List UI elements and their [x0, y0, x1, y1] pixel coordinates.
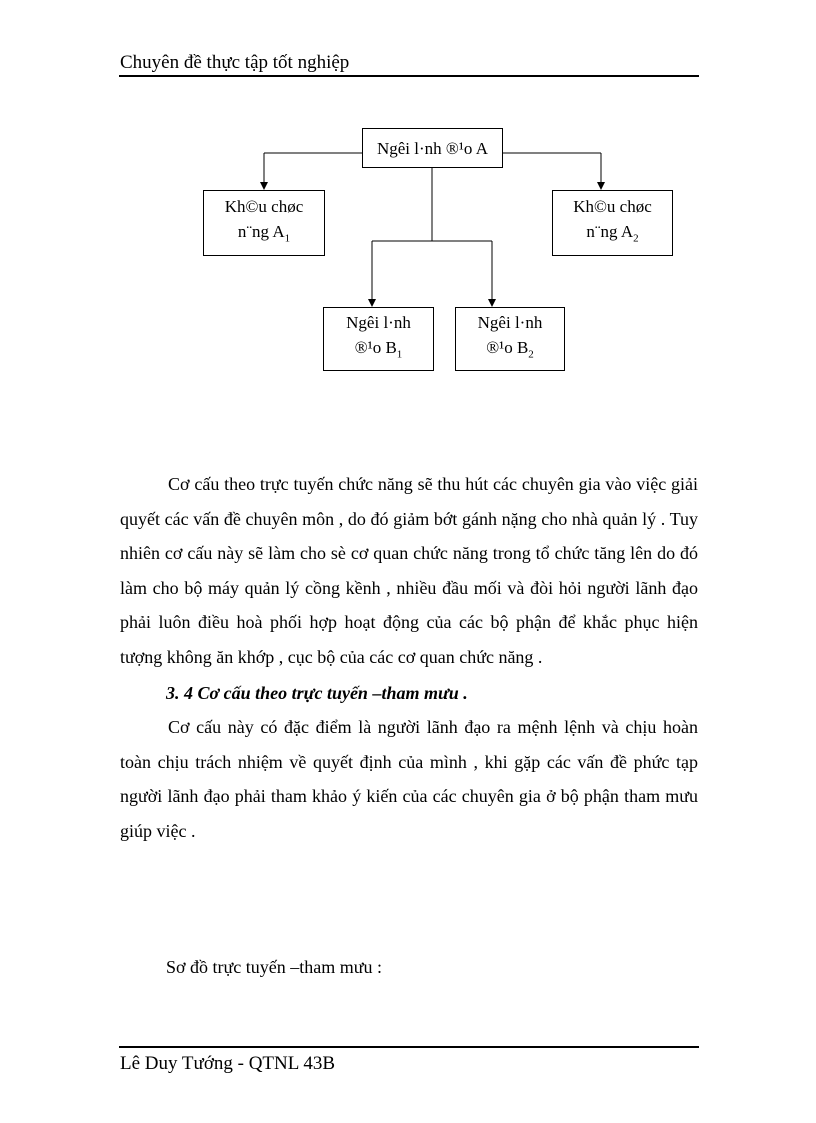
org-box-leader-a-label: Ngêi l·nh ®¹o A: [376, 138, 489, 158]
org-box-leader-b1-line1: Ngêi l·nh: [346, 313, 411, 333]
org-box-leader-b2-line2: ®¹o $B_2$: [486, 338, 534, 361]
page-footer-author: Lê Duy Tướng - QTNL 43B: [120, 1053, 336, 1074]
org-box-staff-a1-line2: n¨ng $A_1$: [237, 222, 291, 245]
paragraph-functional-structure: Cơ cấu theo trực tuyến chức năng sẽ thu hút các chuyên gia vào việc giải quyết các vấn đề chuyên môn , do đó giảm bớt gánh nặng cho nhà quản lý . Tuy nhiên cơ cấu này sẽ làm cho sè cơ quan chức năng trong tổ chức tăng lên do đó làm cho bộ máy quản lý cồng kềnh , nhiều đầu mối và đòi hỏi người lãnh đạo phải luôn điều hoà phối hợp hoạt động của các bộ phận để khắc phục hiện tượng không ăn khớp , cục bộ của các cơ quan chức năng .: [120, 474, 698, 667]
diagram-title: Sơ đồ trực tuyến –tham mưu :: [166, 957, 383, 977]
org-box-staff-a2-line1: Kh©u chøc: [573, 197, 652, 217]
org-box-staff-a2: [552, 190, 673, 256]
org-box-staff-a2-line2: n¨ng $A_2$: [586, 222, 639, 245]
org-box-leader-b2: [455, 307, 565, 371]
paragraph-line-staff-structure: Cơ cấu này có đặc điểm là người lãnh đạo ra mệnh lệnh và chịu hoàn toàn chịu trách nhiệm về quyết định của mình , khi gặp các vấn đề phức tạp người lãnh đạo phải tham khảo ý kiến của các chuyên gia ở bộ phận tham mưu giúp việc .: [120, 717, 698, 841]
org-box-leader-b1-line2: ®¹o $B_1$: [354, 338, 403, 361]
org-box-leader-a: [362, 128, 503, 168]
org-box-leader-b1: [323, 307, 434, 371]
page-header-title: Chuyên đề thực tập tốt nghiệp: [120, 52, 350, 73]
org-box-staff-a1: [203, 190, 325, 256]
org-box-staff-a1-line1: Kh©u chøc: [224, 197, 304, 217]
org-box-leader-b2-line1: Ngêi l·nh: [477, 313, 543, 333]
section-heading-3-4: 3. 4 Cơ cấu theo trực tuyến –tham mưu .: [166, 683, 468, 703]
footer-rule: [119, 1046, 699, 1048]
